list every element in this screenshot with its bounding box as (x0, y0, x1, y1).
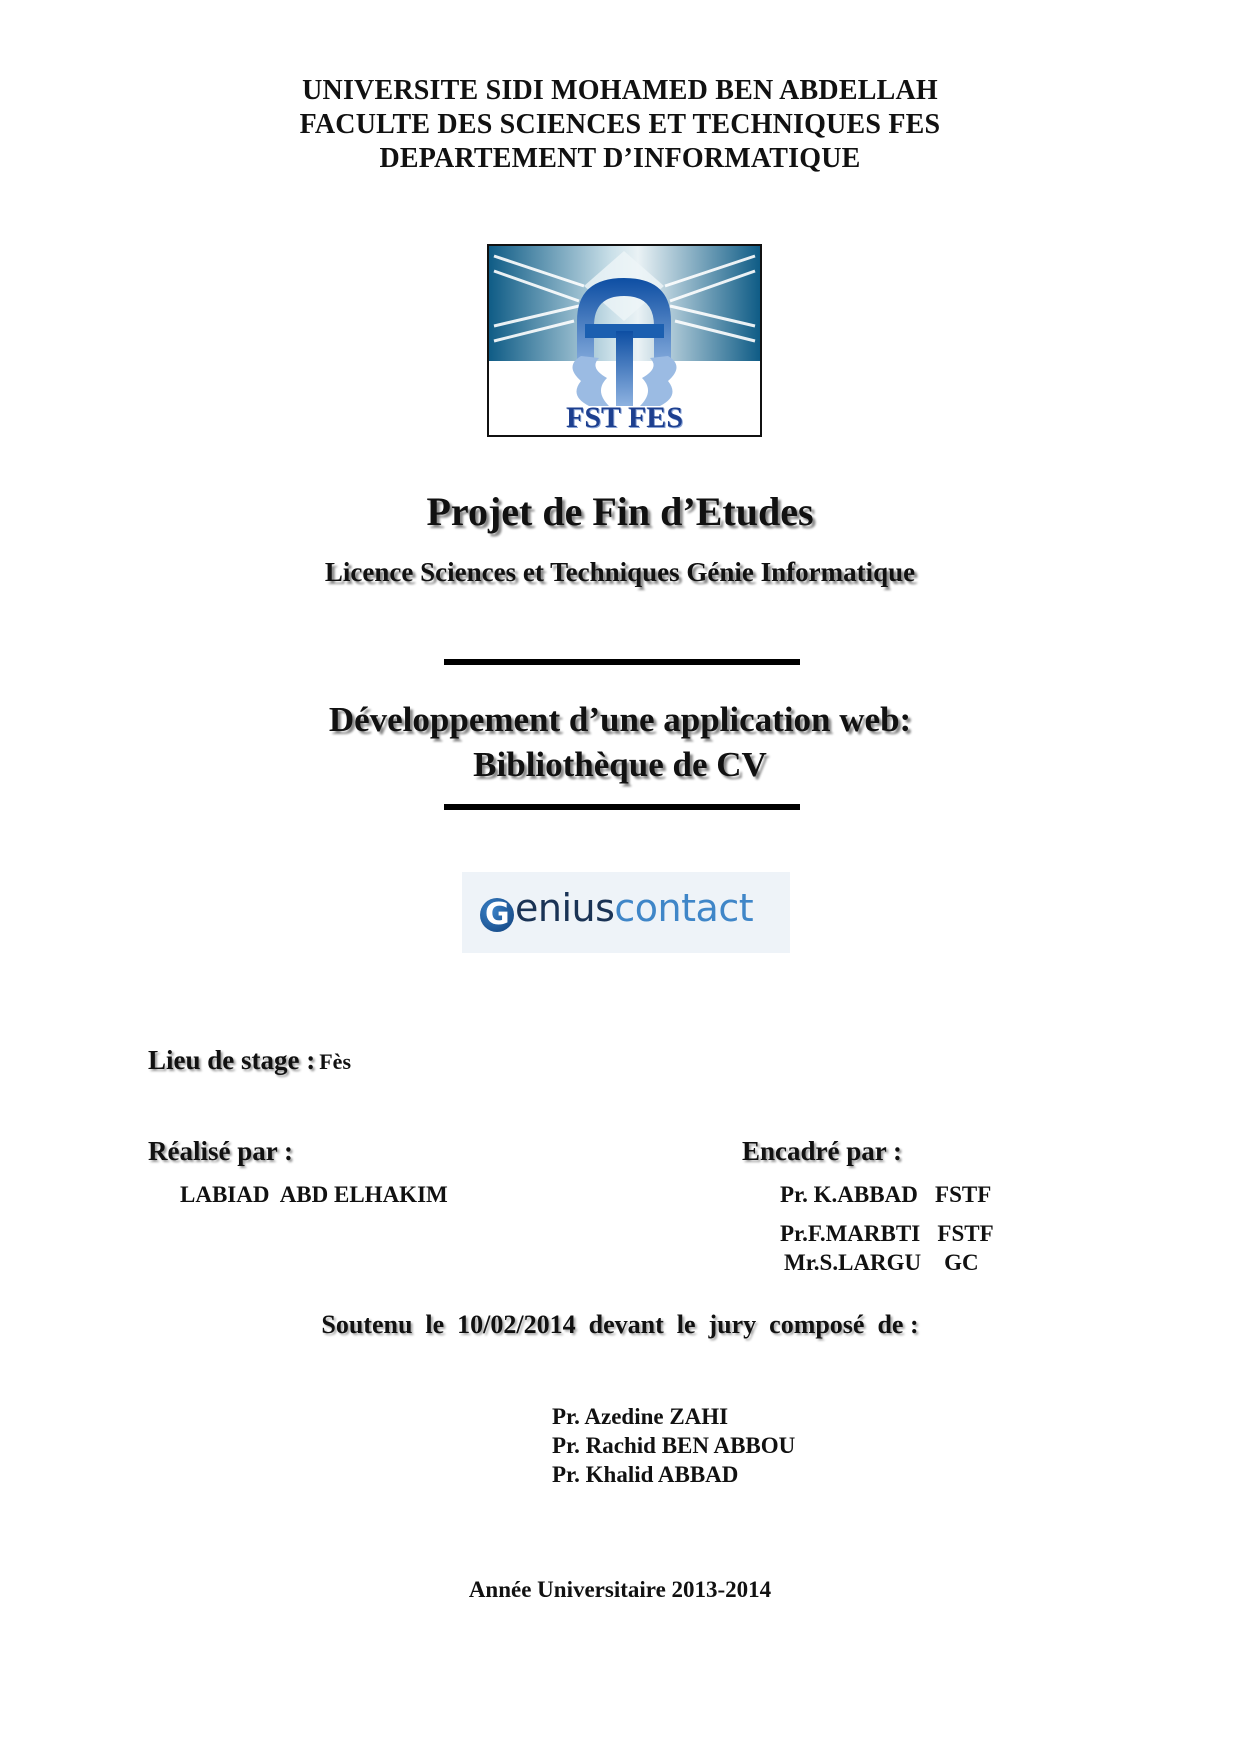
degree-subtitle: Licence Sciences et Techniques Génie Informatique (324, 557, 916, 587)
university-name: UNIVERSITE SIDI MOHAMED BEN ABDELLAH (302, 75, 938, 106)
internship-value: Fès (319, 1049, 351, 1074)
author-label: Réalisé par : (148, 1136, 293, 1166)
top-divider (444, 659, 800, 665)
geniuscontact-logo (462, 872, 790, 953)
jury-member-2: Pr. Rachid BEN ABBOU (552, 1433, 796, 1458)
project-title (0, 697, 1240, 787)
fst-fes-logo (487, 244, 762, 437)
supervisor-2: Pr.F.MARBTI FSTF (780, 1221, 994, 1246)
g-logo-icon: G (480, 898, 514, 932)
faculty-name: FACULTE DES SCIENCES ET TECHNIQUES FES (299, 109, 941, 140)
university-header (0, 74, 1240, 176)
bottom-divider (444, 804, 800, 810)
logo-text: FST FES (566, 401, 683, 434)
project-title-line2: Bibliothèque de CV (473, 745, 767, 784)
jury-member-3: Pr. Khalid ABBAD (552, 1462, 739, 1487)
supervisors-label: Encadré par : (742, 1136, 902, 1166)
company-wordmark (480, 886, 753, 932)
company-name-part2: contact (614, 886, 754, 930)
document-title: Projet de Fin d’Etudes (426, 489, 814, 534)
jury-member-1: Pr. Azedine ZAHI (552, 1404, 729, 1429)
author-name: LABIAD ABD ELHAKIM (180, 1182, 448, 1207)
internship-location (148, 1045, 351, 1076)
company-name-part1: enius (515, 886, 615, 930)
department-name: DEPARTEMENT D’INFORMATIQUE (379, 143, 861, 174)
supervisor-1: Pr. K.ABBAD FSTF (780, 1182, 992, 1207)
academic-year: Année Universitaire 2013-2014 (468, 1577, 772, 1602)
defense-statement: Soutenu le 10/02/2014 devant le jury composé de : (321, 1310, 919, 1339)
supervisor-3: Mr.S.LARGU GC (784, 1250, 979, 1275)
internship-label: Lieu de stage : (148, 1045, 316, 1075)
project-title-line1: Développement d’une application web: (328, 700, 912, 739)
